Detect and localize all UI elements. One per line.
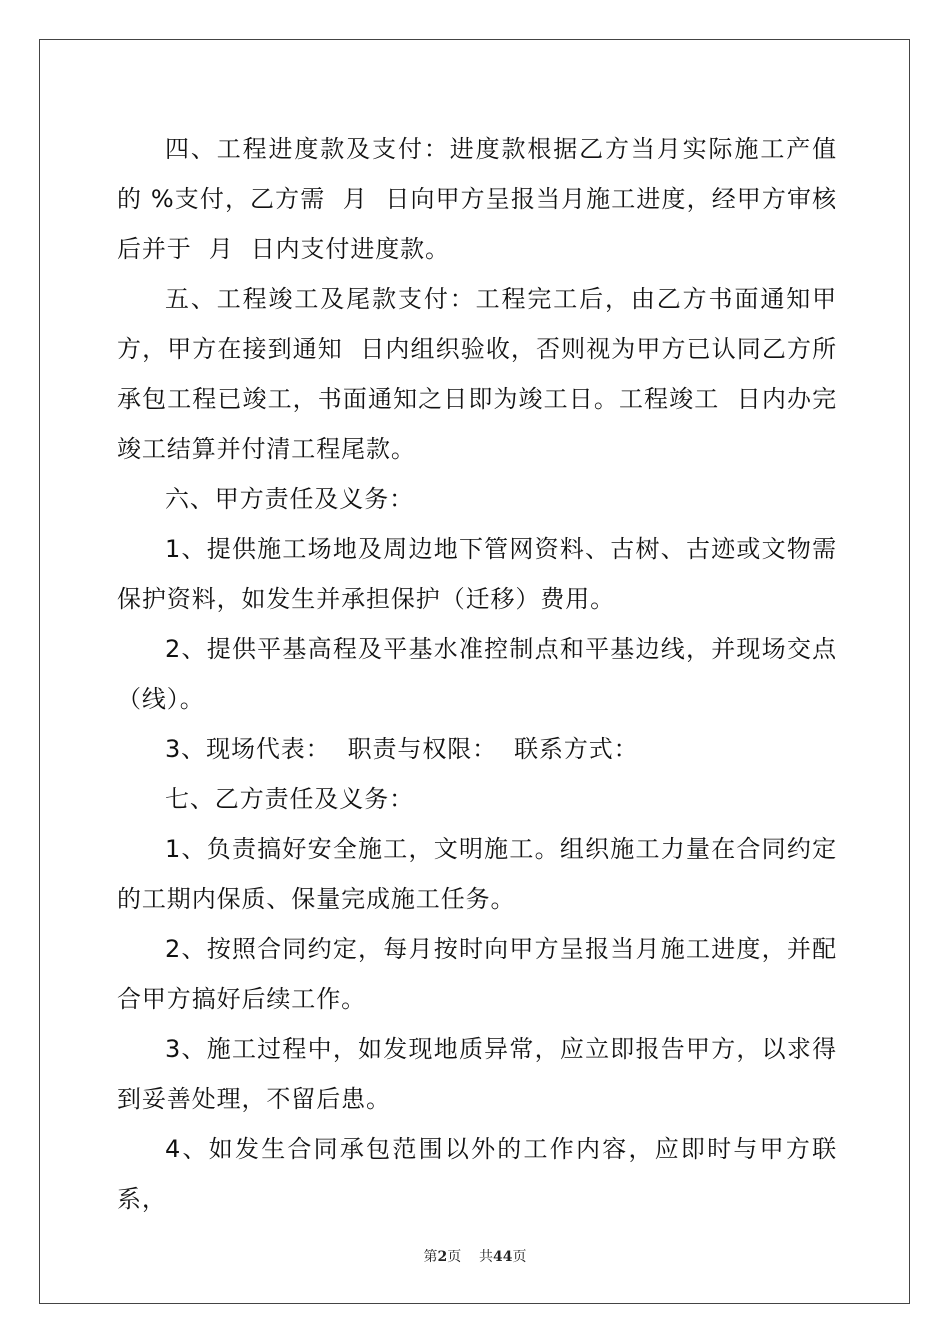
total-pages: 44 [493,1249,513,1265]
paragraph-progress-payment: 四、工程进度款及支付：进度款根据乙方当月实际施工产值的 %支付，乙方需 月 日向甲方呈报当月施工进度，经甲方审核后并于 月 日内支付进度款。 [117,135,837,263]
page-footer [0,1246,950,1266]
document-body [117,124,837,1224]
heading-party-a-duties: 六、甲方责任及义务： [165,485,414,513]
total-prefix: 共 [479,1249,494,1265]
page-number: 2 [437,1249,448,1265]
paragraph-completion-payment: 五、工程竣工及尾款支付：工程完工后，由乙方书面通知甲方，甲方在接到通知 日内组织验收，否则视为甲方已认同乙方所承包工程已竣工，书面通知之日即为竣工日。工程竣工 日内办完竣工结算并付清工程尾款。 [117,285,837,463]
list-item: 2、提供平基高程及平基水准控制点和平基边线，并现场交点（线）。 [117,635,837,713]
page-prefix: 第 [423,1249,438,1265]
total-suffix: 页 [512,1249,527,1265]
list-item: 3、施工过程中，如发现地质异常，应立即报告甲方，以求得到妥善处理，不留后患。 [117,1035,837,1113]
list-item: 4、如发生合同承包范围以外的工作内容，应即时与甲方联系， [117,1135,837,1213]
list-item: 2、按照合同约定，每月按时向甲方呈报当月施工进度，并配合甲方搞好后续工作。 [117,935,837,1013]
heading-party-b-duties: 七、乙方责任及义务： [165,785,414,813]
list-item: 3、现场代表： 职责与权限： 联系方式： [165,735,639,763]
page-suffix: 页 [447,1249,462,1265]
list-item: 1、提供施工场地及周边地下管网资料、古树、古迹或文物需保护资料，如发生并承担保护（迁移）费用。 [117,535,837,613]
list-item: 1、负责搞好安全施工，文明施工。组织施工力量在合同约定的工期内保质、保量完成施工任务。 [117,835,837,913]
